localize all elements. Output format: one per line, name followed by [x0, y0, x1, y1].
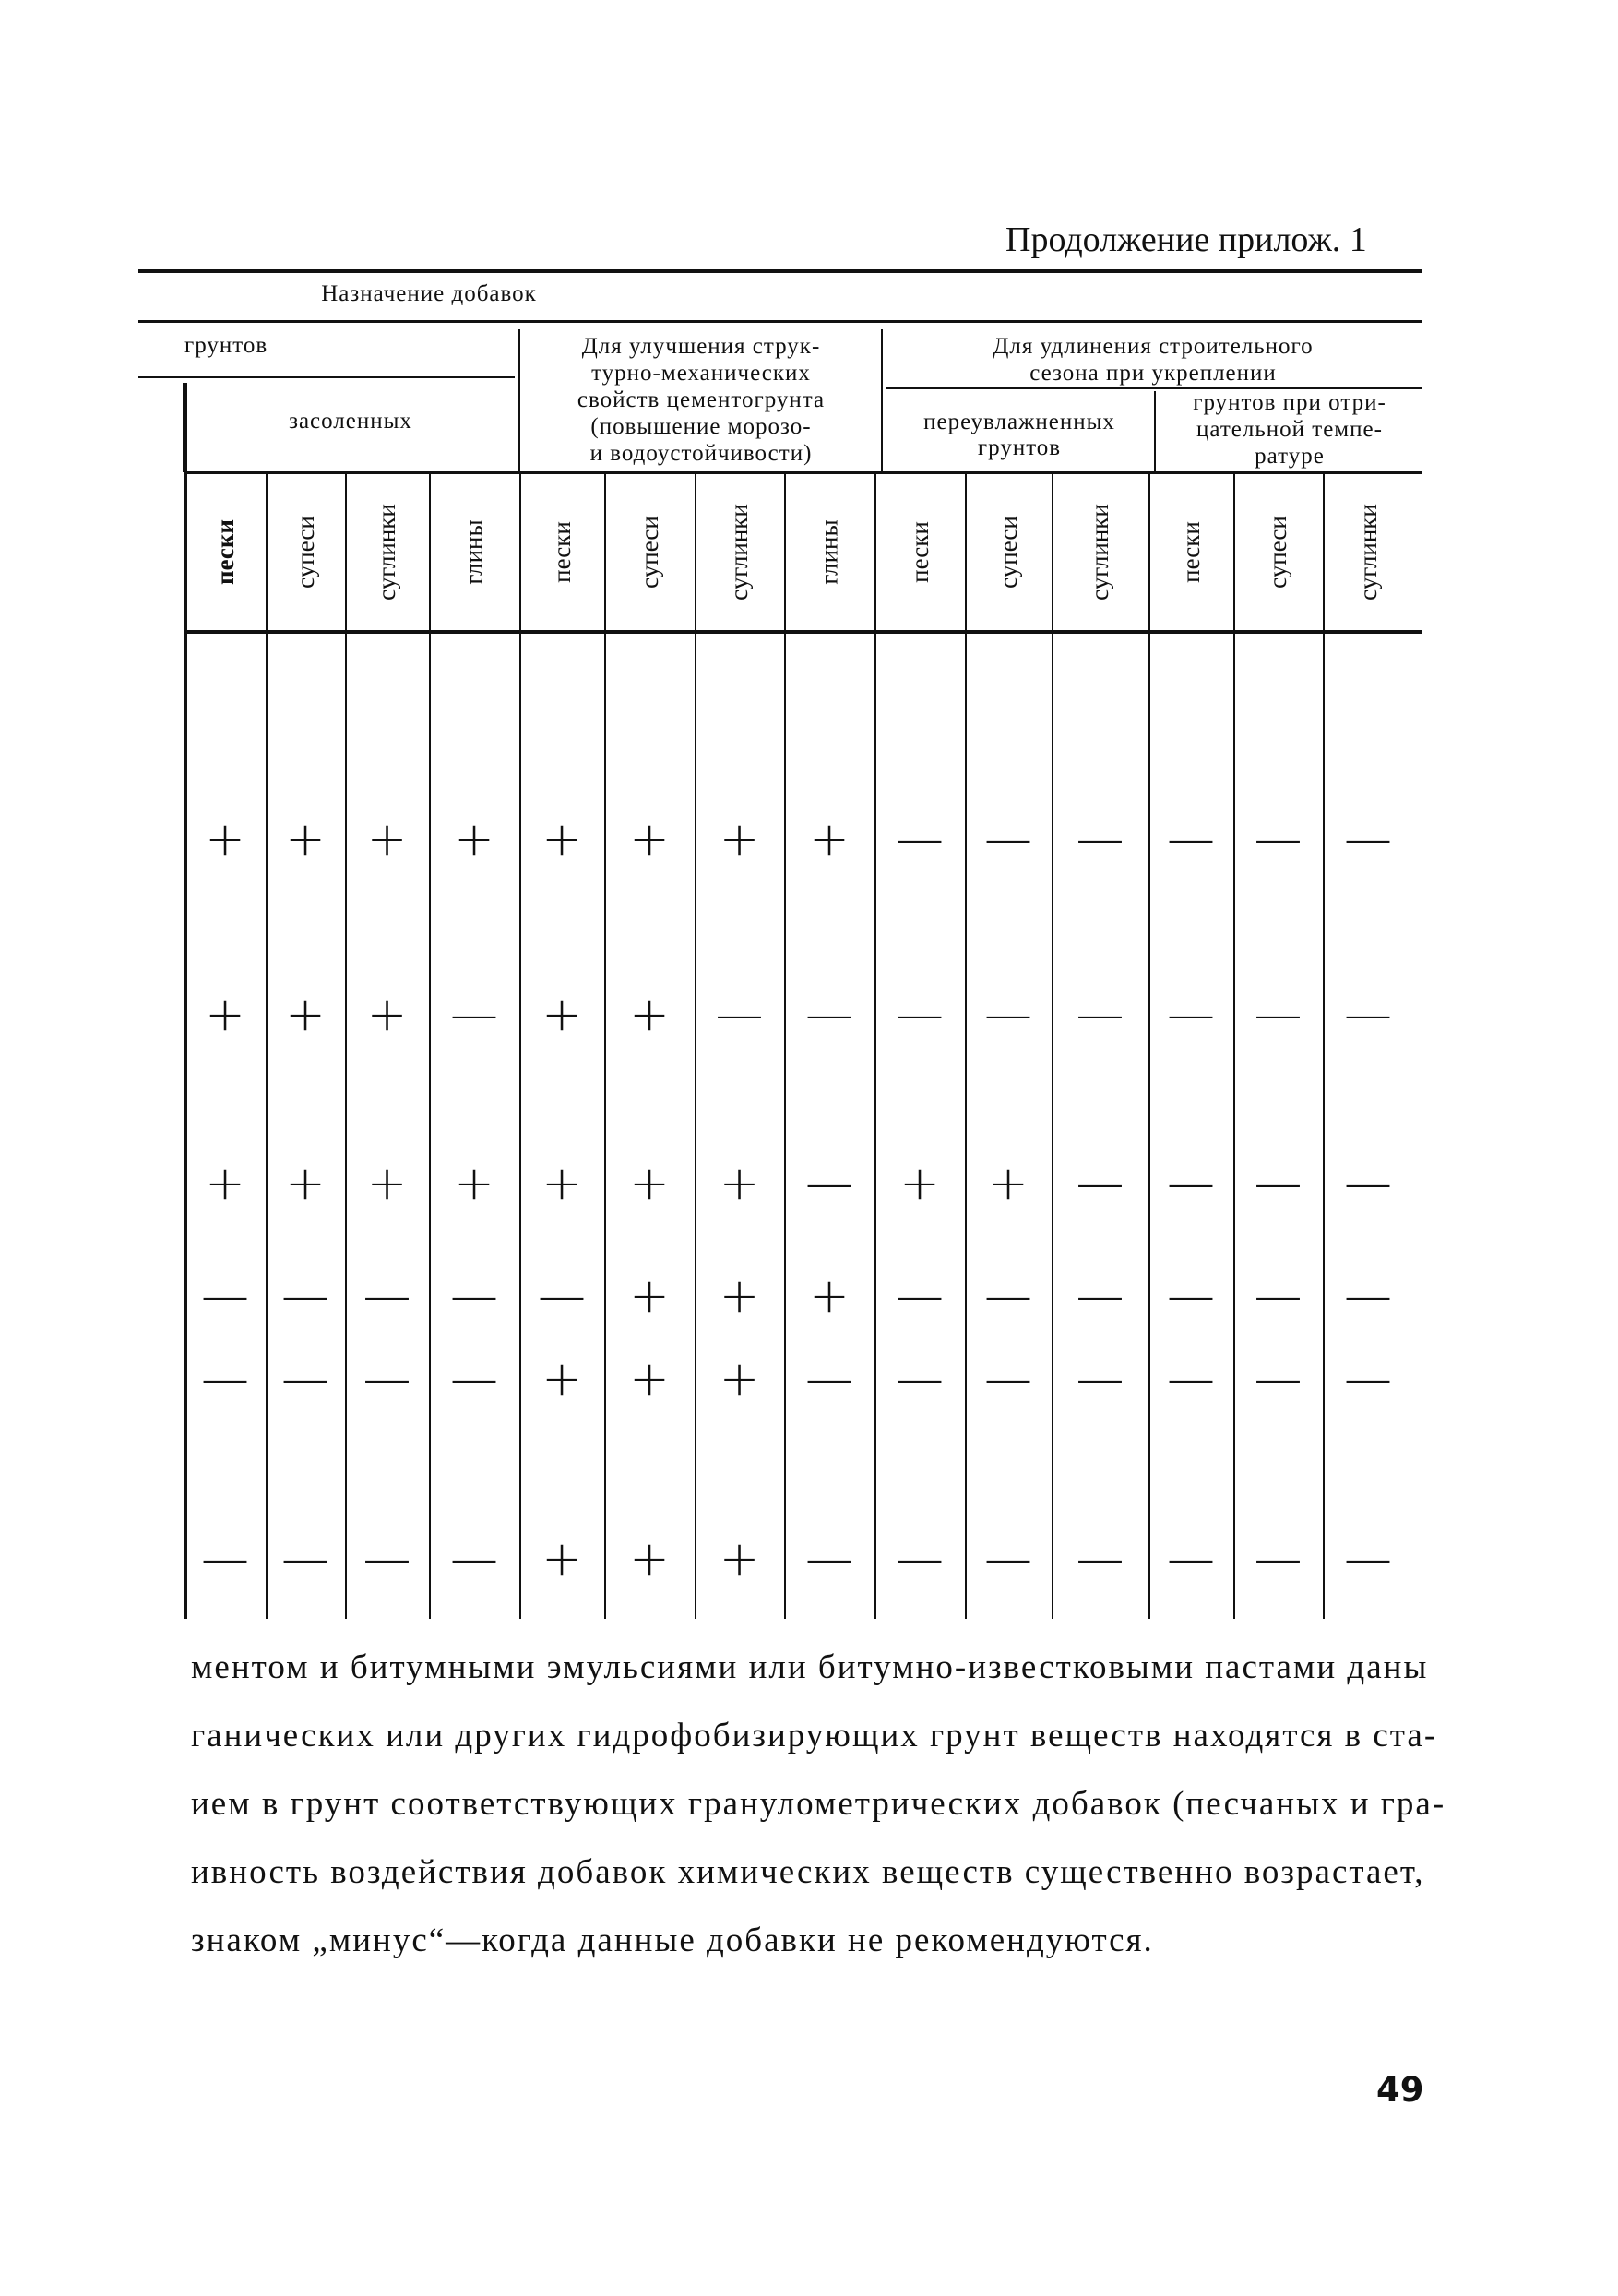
g3-rule — [886, 387, 1422, 389]
header-rule — [184, 630, 1422, 634]
table-cell: — — [1167, 987, 1215, 1042]
table-cell: + — [719, 1268, 760, 1324]
column-divider — [784, 474, 786, 1619]
table-cell: — — [715, 987, 764, 1042]
table-cell: — — [201, 1531, 249, 1587]
table-cell: + — [809, 812, 850, 867]
body-text-line: ганических или других гидрофобизирующих грунт веществ находятся в ста- — [191, 1717, 1438, 1755]
table-cell: — — [281, 1268, 329, 1324]
table-cell: — — [201, 1268, 249, 1324]
table-cell: — — [1076, 812, 1124, 867]
table-cell: + — [454, 812, 494, 867]
page-number: 49 — [1376, 2070, 1424, 2110]
column-header: пески — [1176, 521, 1205, 583]
table-cell: — — [1254, 1351, 1303, 1407]
table-cell: — — [805, 1531, 853, 1587]
table-cell: + — [205, 1156, 245, 1211]
table-cell: + — [629, 1351, 670, 1407]
table-cell: + — [629, 1156, 670, 1211]
column-header: пески — [547, 521, 576, 583]
table-cell: + — [719, 1531, 760, 1587]
table-cell: — — [363, 1268, 411, 1324]
body-text-line: ментом и битумными эмульсиями или битумно-известковыми пастами даны — [191, 1648, 1429, 1686]
column-header: пески — [210, 519, 239, 585]
title-rule — [138, 320, 1422, 323]
table-cell: — — [1076, 1351, 1124, 1407]
column-header: супеси — [291, 516, 319, 589]
table-cell: — — [896, 1351, 944, 1407]
document-page: Продолжение прилож. 1 Назначение добавок грунтов засоленных Для улучшения струк- турно-механических свойств цементогрунта (повышение морозо- и водоустойчивости) Для удлинения строительного сезона при укреплении переувлажненных грунтов грунтов при отри- цательной темпе- ратуре пески супеси суглинки глины пески супеси суглинки глины пески супеси суглинки пески супеси суглинки + + + + + + + + — — — — — — + + + — + + — — — — — — — — + + + + + + + — + + — — — — — — — — — + + + — — — — — — — — — — + + + — — — — — — — — — — — + + + — — — — — — — ментом и битумными эмульсиями или битумно-известковыми пастами даны ганических или других гидрофобизирующих грунт веществ находятся в ста- ием в грунт соответствующих гранулометрических добавок (песчаных и гра- ивность воздействия добавок химических веществ существенно возрастает, знаком „минус“—когда данные добавки не рекомендуются. 49 — [0, 0, 1618, 2296]
table-cell: — — [1167, 1351, 1215, 1407]
table-cell: + — [541, 1531, 582, 1587]
table-cell: + — [719, 1156, 760, 1211]
table-cell: — — [450, 1268, 498, 1324]
table-cell: — — [805, 987, 853, 1042]
table-cell: + — [899, 1156, 940, 1211]
table-cell: + — [205, 987, 245, 1042]
table-cell: + — [629, 1531, 670, 1587]
column-divider — [1233, 474, 1235, 1619]
table-cell: — — [805, 1156, 853, 1211]
column-header: глины — [815, 519, 843, 585]
table-cell: — — [281, 1351, 329, 1407]
table-cell: + — [454, 1156, 494, 1211]
table-cell: + — [366, 1156, 408, 1211]
table-cell: — — [1076, 1156, 1124, 1211]
table-cell: + — [541, 812, 582, 867]
table-cell: — — [1167, 1268, 1215, 1324]
column-divider — [695, 474, 696, 1619]
column-divider — [1052, 474, 1053, 1619]
table-cell: — — [1076, 1268, 1124, 1324]
group-1-subtitle: засоленных — [289, 409, 412, 434]
table-cell: — — [1254, 1156, 1303, 1211]
table-cell: + — [629, 812, 670, 867]
table-title: Назначение добавок — [321, 281, 537, 306]
table-cell: — — [201, 1351, 249, 1407]
table-cell: — — [1167, 1531, 1215, 1587]
column-divider — [429, 474, 431, 1619]
table-cell: — — [1344, 987, 1392, 1042]
table-cell: — — [450, 1351, 498, 1407]
table-cell: — — [1344, 812, 1392, 867]
table-cell: — — [281, 1531, 329, 1587]
table-cell: — — [363, 1531, 411, 1587]
column-divider — [266, 474, 268, 1619]
table-cell: + — [719, 1351, 760, 1407]
table-cell: — — [984, 812, 1032, 867]
column-divider — [519, 474, 521, 1619]
header-divider-1 — [518, 329, 520, 472]
table-cell: — — [1167, 1156, 1215, 1211]
table-cell: — — [1344, 1156, 1392, 1211]
table-cell: — — [1254, 1268, 1303, 1324]
table-cell: — — [1254, 1531, 1303, 1587]
group-1-title: грунтов — [184, 333, 268, 358]
table-cell: + — [629, 987, 670, 1042]
table-cell: — — [450, 1531, 498, 1587]
table-cell: — — [896, 1268, 944, 1324]
column-header: суглинки — [373, 504, 400, 601]
column-divider — [1148, 474, 1150, 1619]
table-cell: + — [285, 812, 326, 867]
table-cell: — — [1167, 812, 1215, 867]
table-cell: + — [541, 987, 582, 1042]
g1-rule — [138, 376, 515, 378]
column-divider — [965, 474, 967, 1619]
table-cell: + — [366, 812, 408, 867]
table-cell: + — [205, 812, 245, 867]
table-cell: — — [1076, 987, 1124, 1042]
column-header: суглинки — [1353, 504, 1382, 601]
table-cell: + — [541, 1351, 582, 1407]
table-cell: — — [1344, 1531, 1392, 1587]
table-cell: + — [988, 1156, 1029, 1211]
column-header: супеси — [635, 516, 663, 589]
column-header: пески — [905, 521, 934, 583]
column-header: суглинки — [1086, 504, 1113, 601]
body-text-line: ием в грунт соответствующих гранулометрических добавок (песчаных и гра- — [191, 1785, 1446, 1823]
table-cell: — — [363, 1351, 411, 1407]
table-cell: — — [984, 1351, 1032, 1407]
column-header: супеси — [1263, 516, 1291, 589]
table-cell: — — [984, 1268, 1032, 1324]
table-cell: + — [719, 812, 760, 867]
table-cell: — — [1254, 987, 1303, 1042]
column-header: супеси — [993, 516, 1022, 589]
table-cell: + — [629, 1268, 670, 1324]
table-cell: — — [1344, 1268, 1392, 1324]
table-cell: — — [896, 987, 944, 1042]
header-divider-3 — [1154, 391, 1156, 472]
table-top-rule — [138, 269, 1422, 273]
table-cell: + — [366, 987, 408, 1042]
table-cell: + — [285, 987, 326, 1042]
table-cell: — — [896, 1531, 944, 1587]
column-divider — [1323, 474, 1325, 1619]
column-divider — [604, 474, 606, 1619]
body-text-line: знаком „минус“—когда данные добавки не рекомендуются. — [191, 1921, 1154, 1959]
table-cell: — — [896, 812, 944, 867]
column-header: суглинки — [725, 504, 753, 601]
table-cell: — — [1344, 1351, 1392, 1407]
table-cell: — — [984, 1531, 1032, 1587]
table-cell: — — [538, 1268, 586, 1324]
table-cell: — — [450, 987, 498, 1042]
column-header: глины — [459, 519, 488, 585]
table-cell: + — [541, 1156, 582, 1211]
column-divider — [345, 474, 347, 1619]
table-cell: — — [1076, 1531, 1124, 1587]
column-divider — [874, 474, 876, 1619]
table-cell: + — [809, 1268, 850, 1324]
table-cell: — — [805, 1351, 853, 1407]
body-text-line: ивность воздействия добавок химических веществ существенно возрастает, — [191, 1853, 1425, 1891]
table-cell: + — [285, 1156, 326, 1211]
table-cell: — — [1254, 812, 1303, 867]
header-divider-2 — [881, 329, 883, 472]
appendix-caption: Продолжение прилож. 1 — [1005, 220, 1367, 259]
table-cell: — — [984, 987, 1032, 1042]
